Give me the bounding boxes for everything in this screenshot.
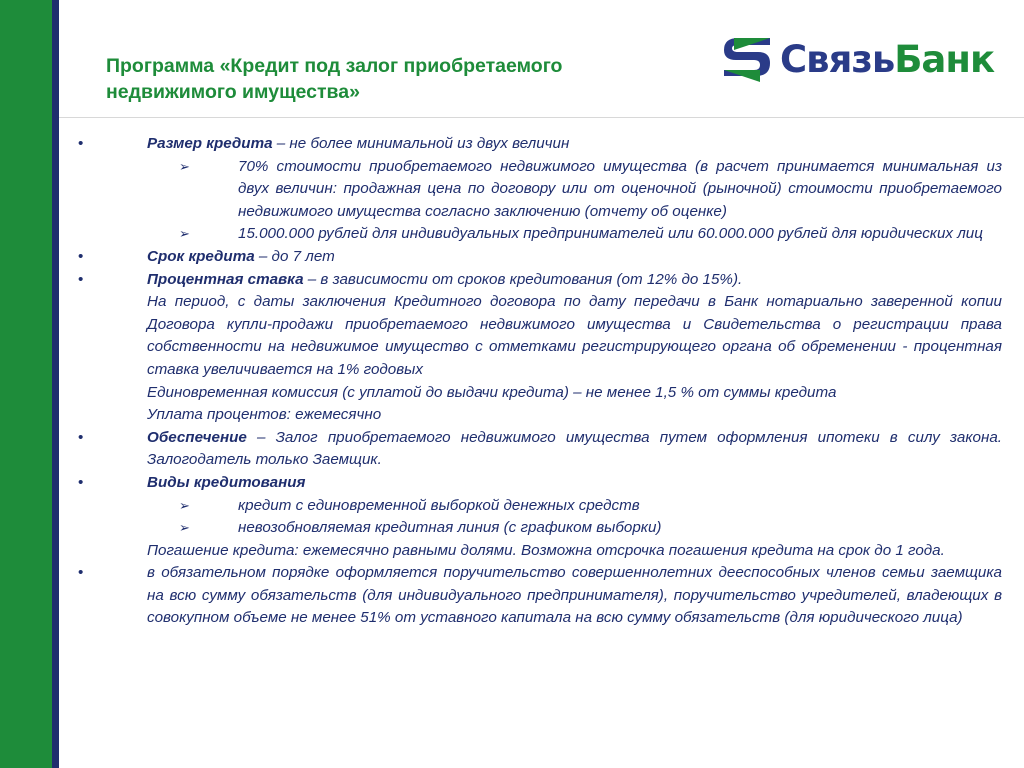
bullet-icon: • — [78, 564, 84, 582]
bullet-text: – в зависимости от сроков кредитования (от 12% до 15%). — [303, 270, 743, 288]
bullet-item — [78, 472, 1002, 495]
slide-body — [78, 133, 1002, 630]
bullet-item — [78, 562, 1002, 630]
bullet-item — [78, 133, 1002, 156]
bullet-text: – Залог приобретаемого недвижимого имущества путем оформления ипотеки в силу закона. Залогодатель только Заемщик. — [147, 428, 1002, 469]
bullet-label: Срок кредита — [147, 247, 255, 265]
paragraph — [78, 404, 1002, 427]
bullet-label: Обеспечение — [147, 428, 247, 446]
svyaz-bank-s-icon — [720, 36, 772, 86]
arrow-bullet-icon: ➢ — [179, 497, 190, 513]
bullet-icon: • — [78, 428, 84, 446]
logo-word-2: Банк — [894, 38, 995, 81]
bullet-text: – не более минимальной из двух величин — [272, 135, 570, 152]
left-navy-stripe — [52, 0, 59, 768]
bullet-item — [78, 246, 1002, 269]
paragraph-text: Погашение кредита: ежемесячно равными долями. Возможна отсрочка погашения кредита на срок до 1 года. — [147, 541, 945, 559]
logo-word-1: Связь — [780, 38, 895, 81]
svyaz-bank-logo — [720, 36, 1000, 86]
bullet-item — [78, 427, 1002, 472]
bullet-icon: • — [78, 135, 84, 152]
sub-bullet-text: 15.000.000 рублей для индивидуальных предпринимателей или 60.000.000 рублей для юридических лиц — [238, 225, 983, 243]
header-divider — [59, 117, 1024, 118]
sub-bullet-text: 70% стоимости приобретаемого недвижимого имущества (в расчет принимается минимальная из двух величин: продажная цена по договору или от оценочной (рыночной) стоимости приобретаемого недвижимого имущества согласно заключению (отчету об оценке) — [238, 157, 1002, 220]
logo-wordmark — [780, 38, 994, 81]
sub-bullet-item — [78, 495, 1002, 518]
arrow-bullet-icon: ➢ — [179, 158, 190, 174]
paragraph — [78, 382, 1002, 405]
bullet-icon: • — [78, 270, 84, 288]
sub-bullet-item — [78, 223, 1002, 246]
arrow-bullet-icon: ➢ — [179, 226, 190, 242]
paragraph — [78, 540, 1002, 563]
paragraph — [78, 291, 1002, 381]
paragraph-text: На период, с даты заключения Кредитного договора по дату передачи в Банк нотариально заверенной копии Договора купли-продажи приобретаемого недвижимого имущества и Свидетельства о регистрации права собственности на недвижимое имущество с отметками регистрирующего органа об обременении - процентная ставка увеличивается на 1% годовых — [147, 293, 1002, 378]
bullet-label: Размер кредита — [147, 135, 273, 152]
bullet-icon: • — [78, 473, 84, 491]
slide-title: Программа «Кредит под залог приобретаемого недвижимого имущества» — [106, 55, 563, 103]
sub-bullet-item — [78, 156, 1002, 224]
sub-bullet-text: невозобновляемая кредитная линия (с графиком выборки) — [238, 519, 662, 537]
bullet-label: Виды кредитования — [147, 473, 306, 491]
paragraph-text: Единовременная комиссия (с уплатой до выдачи кредита) – не менее 1,5 % от суммы кредита — [147, 383, 837, 401]
bullet-label: Процентная ставка — [147, 270, 304, 288]
bullet-icon: • — [78, 247, 84, 265]
arrow-bullet-icon: ➢ — [179, 520, 190, 536]
bullet-item — [78, 269, 1002, 292]
bullet-text: – до 7 лет — [254, 247, 335, 265]
paragraph-text: Уплата процентов: ежемесячно — [147, 406, 382, 424]
bullet-text: в обязательном порядке оформляется поручительство совершеннолетних дееспособных членов семьи заемщика на всю сумму обязательств (для индивидуального предпринимателя), поручительство учредителей, владеющих в совокупном объеме не менее 51% от уставного капитала на всю сумму обязательств (для юридического лица) — [147, 564, 1002, 627]
left-green-stripe — [0, 0, 52, 768]
sub-bullet-text: кредит с единовременной выборкой денежных средств — [238, 496, 640, 514]
sub-bullet-item — [78, 517, 1002, 540]
